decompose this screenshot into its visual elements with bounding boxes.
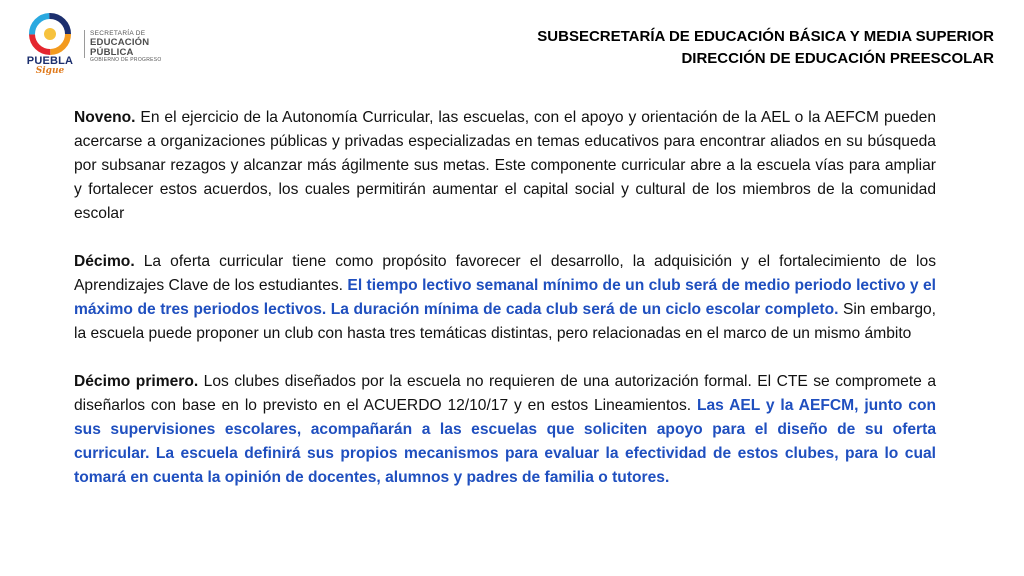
- puebla-logo: [20, 12, 170, 74]
- page-header: [537, 26, 994, 70]
- header-line-2: DIRECCIÓN DE EDUCACIÓN PREESCOLAR: [681, 50, 994, 67]
- paragraph-noveno: [74, 106, 936, 226]
- paragraph-lead: Décimo.: [74, 253, 135, 270]
- logo-line-1: SECRETARÍA DE: [90, 30, 146, 37]
- paragraph-text: Sin embargo, la escuela puede proponer un club con hasta tres temáticas distintas, pero relacionadas en el marco de un mismo ámbito: [74, 301, 936, 342]
- paragraph-lead: Noveno.: [74, 109, 136, 126]
- logo-brand: PUEBLA: [26, 55, 74, 67]
- header-line-1: SUBSECRETARÍA DE EDUCACIÓN BÁSICA Y MEDIA SUPERIOR: [537, 28, 994, 45]
- logo-line-3: GOBIERNO DE PROGRESO: [90, 56, 162, 63]
- paragraph-text: La oferta curricular tiene como propósito favorecer el desarrollo, la adquisición y el fortalecimiento de los Aprendizajes Clave de los estudiantes.: [74, 253, 936, 294]
- paragraph-lead: Décimo primero.: [74, 373, 199, 390]
- paragraph-text: Los clubes diseñados por la escuela no requieren de una autorización formal. El CTE se compromete a diseñarlos con base en lo previsto en el ACUERDO 12/10/17 y en estos Lineamientos.: [74, 373, 936, 414]
- logo-line-2: EDUCACIÓN PÚBLICA: [90, 36, 150, 58]
- paragraph-text: En el ejercicio de la Autonomía Curricular, las escuelas, con el apoyo y orientación de la AEL o la AEFCM pueden acercarse a organizaciones públicas y privadas especializadas en temas educativos para encontrar aliados en su búsqueda por subsanar rezagos y alcanzar más ágilmente sus metas. Este componente curricular abre a la escuela vías para ampliar y fortalecer estos acuerdos, los cuales permitirán aumentar el capital social y cultural de los miembros de la comunidad escolar: [74, 109, 936, 222]
- logo-slogan: Sigue: [35, 66, 65, 76]
- paragraph-decimo-primero: [74, 370, 936, 490]
- document-body: [74, 106, 936, 514]
- paragraph-decimo: [74, 250, 936, 346]
- logo-ministry-text: [90, 31, 170, 63]
- paragraph-highlight: Las AEL y la AEFCM, junto con sus supervisiones escolares, acompañarán a las escuelas que soliciten apoyo para el diseño de su oferta curricular. La escuela definirá sus propios mecanismos para evaluar la efectividad de estos clubes, para lo cual tomará en cuenta la opinión de docentes, alumnos y padres de familia o tutores.: [74, 397, 936, 486]
- paragraph-highlight: El tiempo lectivo semanal mínimo de un club será de medio periodo lectivo y el máximo de tres periodos lectivos. La duración mínima de cada club será de un ciclo escolar completo.: [74, 277, 936, 318]
- puebla-emblem-icon: [28, 12, 72, 56]
- logo-divider: [84, 30, 85, 58]
